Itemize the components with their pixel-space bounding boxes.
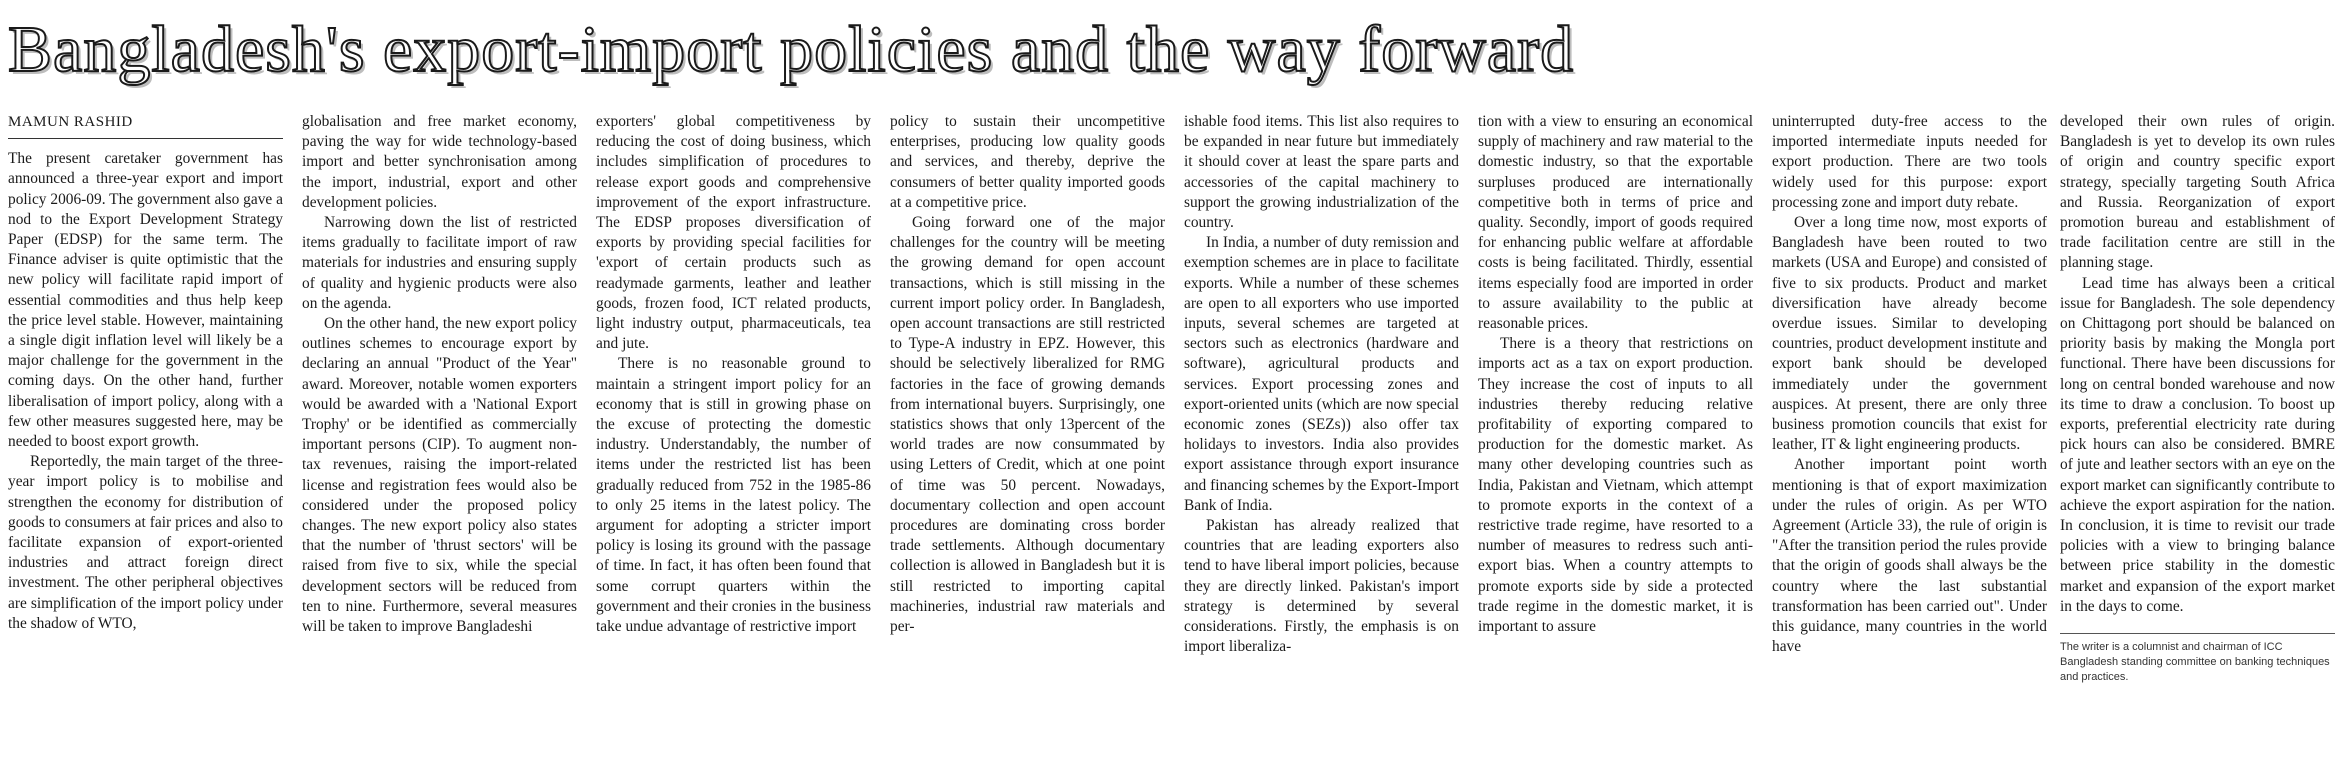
paragraph: globalisation and free market economy, paving the way for wide technology-based import and better synchronisation among the import, industrial, export and other development policies. <box>302 113 577 211</box>
paragraph: In India, a number of duty remission and exemption schemes are in place to facilitate exports. While a number of these schemes are open to all exporters who use imported inputs, several schemes are targeted at sectors such as electronics (hardware and software), agricultural products and services. Export processing zones and export-oriented units (which are now special economic zones (SEZs)) also offer tax holidays to investors. India also provides export assistance through export insurance and financing schemes by the Export-Import Bank of India. <box>1184 234 1459 514</box>
headline: Bangladesh's export-import policies and the way forward <box>8 13 1575 86</box>
author-note: The writer is a columnist and chairman of ICC Bangladesh standing committee on banking techniques and practices. <box>2060 633 2335 685</box>
paragraph: Narrowing down the list of restricted items gradually to facilitate import of raw materials for industries and ensuring supply of quality and hygienic products were also on the agenda. <box>302 214 577 312</box>
paragraph: uninterrupted duty-free access to the imported intermediate inputs needed for export production. There are two tools widely used for this purpose: export processing zone and import duty rebate. <box>1772 113 2047 211</box>
paragraph: Over a long time now, most exports of Bangladesh have been routed to two markets (USA and Europe) and consisted of five to six products. Product and market diversification have already become overdue issues. Similar to developing countries, product development institute and export bank should be developed immediately under the government auspices. At present, there are only three business promotion councils that exist for leather, IT & light engineering products. <box>1772 214 2047 454</box>
paragraph: exporters' global competitiveness by reducing the cost of doing business, which includes simplification of procedures to release export goods and comprehensive improvement of the export infrastructure. The EDSP proposes diversification of exports by providing special facilities for 'export of certain products such as readymade garments, leather and leather goods, frozen food, ICT related products, light industry output, pharmaceuticals, tea and jute. <box>596 113 871 353</box>
column-3 <box>596 112 871 763</box>
column-7 <box>1772 112 2047 763</box>
column-8 <box>2060 112 2335 763</box>
paragraph: Going forward one of the major challenges for the country will be meeting the growing demand for open account transactions, which is still missing in the current import policy order. In Bangladesh, open account transactions are still restricted to Type-A industry in EPZ. However, this should be selectively liberalized for RMG factories in the face of growing demands from international buyers. Surprisingly, one statistics shows that only 13percent of the world trades are now consummated by using Letters of Credit, which at one point of time was 50 percent. Nowadays, documentary collection and open account procedures are dominating cross border trade settlements. Although documentary collection is allowed in Bangladesh but it is still restricted to importing capital machineries, industrial raw materials and per- <box>890 214 1165 636</box>
paragraph: On the other hand, the new export policy outlines schemes to encourage export by declaring an annual "Product of the Year" award. Moreover, notable women exporters would be awarded with a 'National Export Trophy' or be identified as commercially important persons (CIP). To augment non-tax revenues, raising the import-related license and registration fees would also be considered under the proposed policy changes. The new export policy also states that the number of 'thrust sectors' will be raised from five to six, while the special development sectors will be reduced from ten to nine. Furthermore, several measures will be taken to improve Bangladeshi <box>302 315 577 636</box>
column-1 <box>8 112 283 763</box>
paragraph: ishable food items. This list also requires to be expanded in near future but immediately it should cover at least the spare parts and accessories of the capital machinery to support the growing industrialization of the country. <box>1184 113 1459 232</box>
paragraph: Pakistan has already realized that countries that are leading exporters also tend to have liberal import policies, because they are directly linked. Pakistan's import strategy is determined by several considerations. Firstly, the emphasis is on import liberaliza- <box>1184 517 1459 656</box>
column-5 <box>1184 112 1459 763</box>
paragraph: The present caretaker government has announced a three-year export and import policy 2006-09. The government also gave a nod to the Export Development Strategy Paper (EDSP) for the same term. The Finance adviser is quite optimistic that the new policy will facilitate rapid import of essential commodities and thus help keep the price level stable. However, maintaining a single digit inflation level will likely be a major challenge for the government in the coming days. On the other hand, further liberalisation of import policy, along with a few other measures suggested here, may be needed to boost export growth. <box>8 150 283 451</box>
column-2 <box>302 112 577 763</box>
paragraph: There is a theory that restrictions on imports act as a tax on export production. They increase the cost of inputs to all industries thereby reducing relative profitability of exporting compared to production for the domestic market. As many other developing countries such as India, Pakistan and Vietnam, which attempt to promote exports in the context of a restrictive trade regime, have resorted to a number of measures to redress such anti-export bias. When a country attempts to promote exports side by side a protected trade regime in the domestic market, it is important to assure <box>1478 335 1753 636</box>
column-4 <box>890 112 1165 763</box>
paragraph: There is no reasonable ground to maintain a stringent import policy for an economy that is still in growing phase on the excuse of protecting the domestic industry. Understandably, the number of items under the restricted list has been gradually reduced from 752 in the 1985-86 to only 25 items in the latest policy. The argument for adopting a stricter import policy is losing its ground with the passage of time. In fact, it has often been found that some corrupt quarters within the government and their cronies in the business take undue advantage of restrictive import <box>596 355 871 636</box>
paragraph: Reportedly, the main target of the three-year import policy is to mobilise and strengthen the economy for distribution of goods to consumers at fair prices and also to facilitate expansion of export-oriented industries and attract foreign direct investment. The other peripheral objectives are simplification of the import policy under the shadow of WTO, <box>8 453 283 632</box>
paragraph: developed their own rules of origin. Bangladesh is yet to develop its own rules of origin and country specific export strategy, specially targeting South Africa and Russia. Reorganization of export promotion bureau and establishment of trade facilitation centre are still in the planning stage. <box>2060 113 2335 272</box>
paragraph: Lead time has always been a critical issue for Bangladesh. The sole dependency on Chittagong port should be balanced on priority basis by making the Mongla port functional. There have been discussions for long on central bonded warehouse and now its time to draw a conclusion. To boost up exports, preferential electricity rate during pick hours can also be considered. BMRE of jute and leather sectors with an eye on the export market can significantly contribute to achieve the export aspiration for the nation. In conclusion, it is time to revisit our trade policies with a view to bringing balance between price stability in the domestic market and expansion of the export market in the days to come. <box>2060 274 2335 615</box>
column-6 <box>1478 112 1753 763</box>
paragraph: Another important point worth mentioning is that of export maximization under the rules of origin. As per WTO Agreement (Article 33), the rule of origin is "After the transition period the rules provide that the origin of goods shall always be the country where the last substantial transformation has been carried out". Under this guidance, many countries in the world have <box>1772 456 2047 656</box>
paragraph: tion with a view to ensuring an economical supply of machinery and raw material to the domestic industry, so that the exportable surpluses produced are internationally competitive both in terms of price and quality. Secondly, import of goods required for enhancing public welfare at affordable costs is being facilitated. Thirdly, essential items especially food are imported in order to assure availability to the public at reasonable prices. <box>1478 113 1753 333</box>
byline: MAMUN RASHID <box>8 112 283 139</box>
paragraph: policy to sustain their uncompetitive enterprises, producing low quality goods and services, and thereby, deprive the consumers of better quality imported goods at a competitive price. <box>890 113 1165 211</box>
